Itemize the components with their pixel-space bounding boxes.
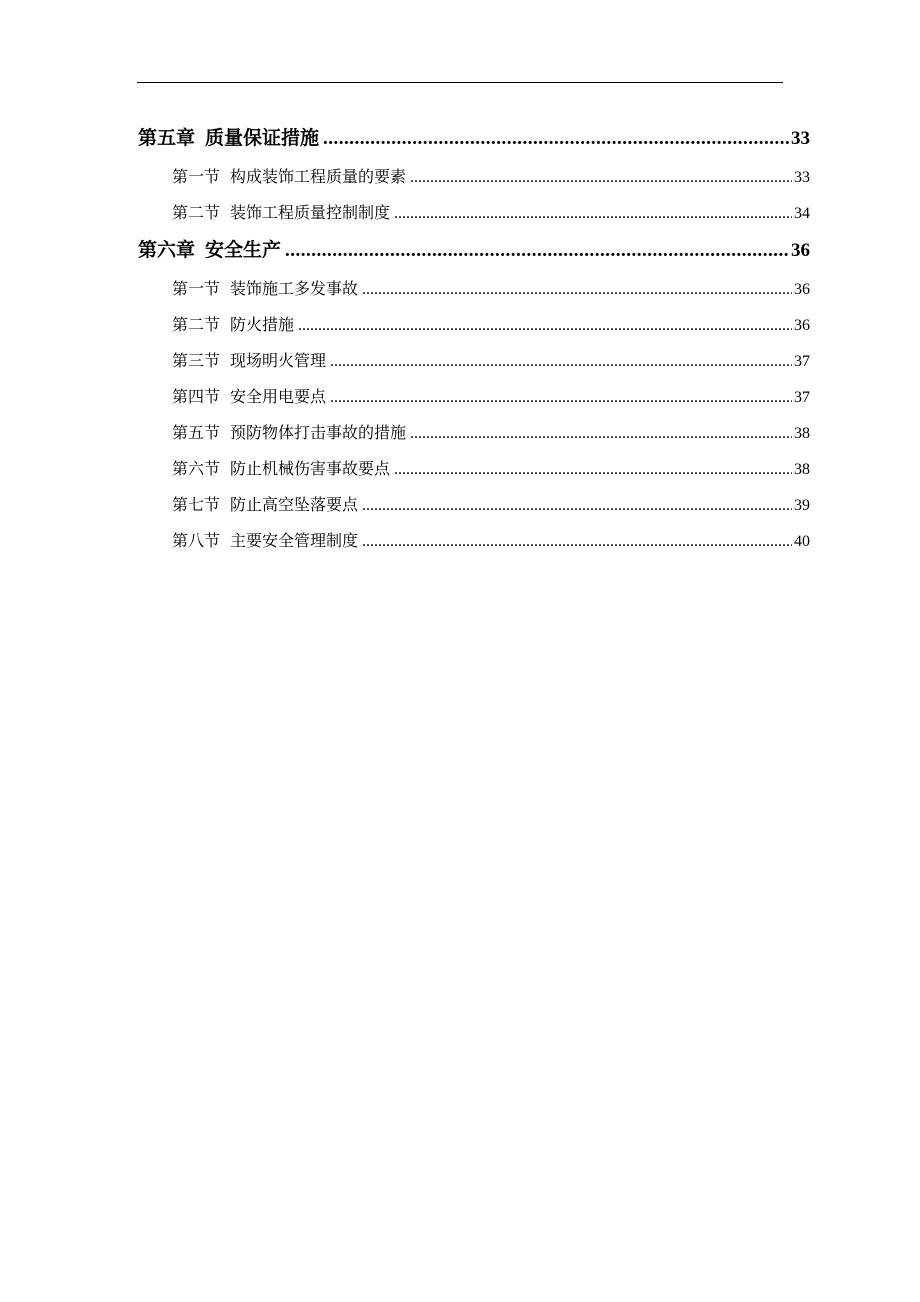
toc-page-number: 39 bbox=[794, 497, 810, 514]
toc-section-label bbox=[172, 416, 406, 452]
toc-section-title: 装饰施工多发事故 bbox=[230, 281, 359, 298]
toc-section-number: 第三节 bbox=[172, 353, 221, 370]
toc-leader-dots bbox=[298, 308, 792, 344]
toc-page-number: 40 bbox=[794, 533, 810, 550]
toc-section-number: 第八节 bbox=[172, 533, 221, 550]
toc-page-number: 36 bbox=[791, 240, 810, 261]
toc-leader-dots bbox=[410, 160, 792, 196]
toc-page-number: 37 bbox=[794, 389, 810, 406]
toc-section-title: 防火措施 bbox=[230, 317, 295, 334]
toc-chapter-6[interactable] bbox=[138, 234, 810, 268]
toc-leader-dots bbox=[410, 416, 792, 452]
header-rule bbox=[137, 82, 783, 83]
toc-page-number: 33 bbox=[794, 169, 810, 186]
toc-page-number: 38 bbox=[794, 461, 810, 478]
toc-section-6-3[interactable] bbox=[138, 344, 810, 380]
toc-page-number: 36 bbox=[794, 317, 810, 334]
toc-section-title: 现场明火管理 bbox=[230, 353, 327, 370]
toc-chapter-title: 安全生产 bbox=[205, 240, 282, 261]
toc-section-number: 第二节 bbox=[172, 205, 221, 222]
toc-section-title: 构成装饰工程质量的要素 bbox=[230, 169, 407, 186]
toc-section-title: 安全用电要点 bbox=[230, 389, 327, 406]
toc-section-label bbox=[172, 196, 390, 232]
toc-section-number: 第五节 bbox=[172, 425, 221, 442]
toc-leader-dots bbox=[394, 196, 792, 232]
toc-section-6-8[interactable] bbox=[138, 524, 810, 560]
toc-section-title: 预防物体打击事故的措施 bbox=[230, 425, 407, 442]
table-of-contents bbox=[138, 120, 810, 560]
toc-page-number: 37 bbox=[794, 353, 810, 370]
toc-section-6-5[interactable] bbox=[138, 416, 810, 452]
toc-leader-dots bbox=[362, 488, 792, 524]
toc-section-label bbox=[172, 160, 406, 196]
toc-page-number: 34 bbox=[794, 205, 810, 222]
toc-section-5-1[interactable] bbox=[138, 160, 810, 196]
toc-section-title: 装饰工程质量控制制度 bbox=[230, 205, 391, 222]
toc-section-label bbox=[172, 452, 390, 488]
toc-section-label bbox=[172, 272, 358, 308]
toc-page-number: 33 bbox=[791, 128, 810, 149]
toc-section-number: 第四节 bbox=[172, 389, 221, 406]
toc-chapter-title: 质量保证措施 bbox=[205, 128, 320, 149]
toc-chapter-number: 第五章 bbox=[138, 128, 196, 149]
toc-leader-dots bbox=[362, 272, 792, 308]
toc-leader-dots bbox=[394, 452, 792, 488]
toc-chapter-number: 第六章 bbox=[138, 240, 196, 261]
toc-section-5-2[interactable] bbox=[138, 196, 810, 232]
toc-section-6-7[interactable] bbox=[138, 488, 810, 524]
toc-section-6-4[interactable] bbox=[138, 380, 810, 416]
toc-section-title: 防止高空坠落要点 bbox=[230, 497, 359, 514]
toc-section-number: 第一节 bbox=[172, 169, 221, 186]
toc-leader-dots bbox=[323, 122, 789, 156]
toc-leader-dots bbox=[362, 524, 792, 560]
toc-section-label bbox=[172, 344, 326, 380]
toc-section-title: 防止机械伤害事故要点 bbox=[230, 461, 391, 478]
toc-page-number: 38 bbox=[794, 425, 810, 442]
toc-section-number: 第二节 bbox=[172, 317, 221, 334]
toc-section-title: 主要安全管理制度 bbox=[230, 533, 359, 550]
toc-leader-dots bbox=[330, 344, 792, 380]
toc-section-6-6[interactable] bbox=[138, 452, 810, 488]
toc-section-label bbox=[172, 308, 294, 344]
toc-section-number: 第一节 bbox=[172, 281, 221, 298]
toc-chapter-label bbox=[138, 234, 281, 268]
toc-section-label bbox=[172, 488, 358, 524]
toc-section-number: 第六节 bbox=[172, 461, 221, 478]
toc-section-6-1[interactable] bbox=[138, 272, 810, 308]
toc-section-6-2[interactable] bbox=[138, 308, 810, 344]
toc-section-number: 第七节 bbox=[172, 497, 221, 514]
toc-chapter-label bbox=[138, 122, 319, 156]
toc-leader-dots bbox=[330, 380, 792, 416]
toc-section-label bbox=[172, 380, 326, 416]
toc-section-label bbox=[172, 524, 358, 560]
toc-chapter-5[interactable] bbox=[138, 122, 810, 156]
toc-page-number: 36 bbox=[794, 281, 810, 298]
toc-leader-dots bbox=[285, 234, 789, 268]
